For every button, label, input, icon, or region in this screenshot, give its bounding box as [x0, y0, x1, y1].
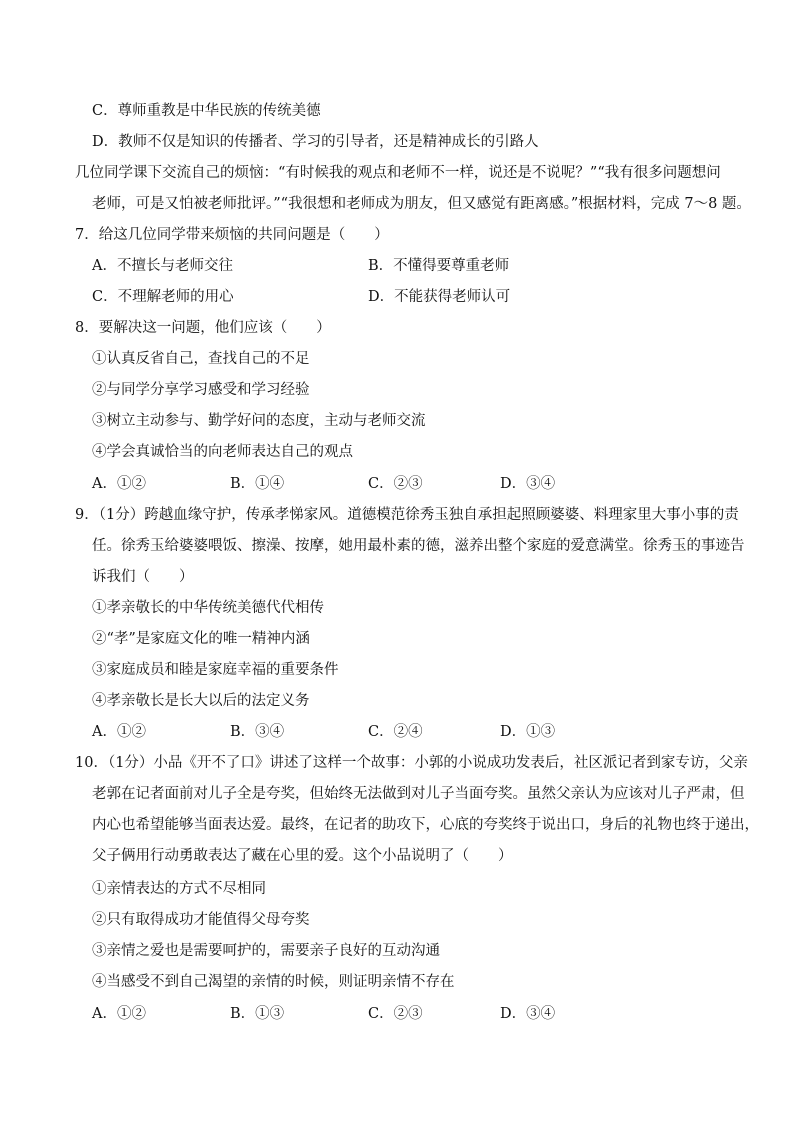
q9-option-d: D．①③	[500, 724, 556, 740]
q7-option-d: D．不能获得老师认可	[368, 289, 511, 305]
q10-item-2: ②只有取得成功才能值得父母夸奖	[92, 912, 310, 928]
q10-option-b: B．①③	[230, 1006, 285, 1022]
q9-item-3: ③家庭成员和睦是家庭幸福的重要条件	[92, 662, 339, 678]
q8-option-c: C．②③	[368, 476, 423, 492]
q10-option-c: C．②③	[368, 1006, 423, 1022]
q8-item-1: ①认真反省自己，查找自己的不足	[92, 351, 310, 367]
q10-stem-line-4: 父子俩用行动勇敢表达了藏在心里的爱。这个小品说明了（ ）	[92, 848, 513, 864]
prev-option-d: D．教师不仅是知识的传播者、学习的引导者，还是精神成长的引路人	[92, 134, 539, 150]
q9-option-a: A．①②	[92, 724, 146, 740]
q9-item-1: ①孝亲敬长的中华传统美德代代相传	[92, 600, 324, 616]
material-line-2: 老师，可是又怕被老师批评。”“我很想和老师成为朋友，但又感觉有距离感。”根据材料，完成 7～8 题。	[92, 196, 751, 212]
q9-stem-line-1: 9．（1分）跨越血缘守护，传承孝悌家风。道德模范徐秀玉独自承担起照顾婆婆、料理家里大事小事的责	[75, 507, 739, 523]
q7-option-a: A．不擅长与老师交往	[92, 258, 233, 274]
q8-option-a: A．①②	[92, 476, 146, 492]
material-line-1: 几位同学课下交流自己的烦恼：“有时候我的观点和老师不一样，说还是不说呢？”“我有很多问题想问	[75, 165, 721, 181]
q9-option-b: B．③④	[230, 724, 285, 740]
q8-item-3: ③树立主动参与、勤学好问的态度，主动与老师交流	[92, 413, 426, 429]
q7-stem: 7．给这几位同学带来烦恼的共同问题是（ ）	[75, 227, 389, 243]
q9-stem-line-3: 诉我们（ ）	[92, 569, 194, 585]
q10-item-4: ④当感受不到自己渴望的亲情的时候，则证明亲情不存在	[92, 974, 455, 990]
q7-option-b: B．不懂得要尊重老师	[368, 258, 510, 274]
q10-stem-line-1: 10．（1分）小品《开不了口》讲述了这样一个故事：小郭的小说成功发表后，社区派记者到家专访，父亲	[75, 755, 748, 771]
q8-stem: 8．要解决这一问题，他们应该（ ）	[75, 320, 331, 336]
q8-option-d: D．③④	[500, 476, 556, 492]
q10-option-d: D．③④	[500, 1006, 556, 1022]
q7-option-c: C．不理解老师的用心	[92, 289, 234, 305]
q9-item-2: ②“孝”是家庭文化的唯一精神内涵	[92, 631, 310, 647]
q10-stem-line-2: 老郭在记者面前对儿子全是夸奖，但始终无法做到对儿子当面夸奖。虽然父亲认为应该对儿子严肃，但	[92, 786, 745, 802]
q10-item-1: ①亲情表达的方式不尽相同	[92, 881, 266, 897]
q9-item-4: ④孝亲敬长是长大以后的法定义务	[92, 693, 310, 709]
q10-item-3: ③亲情之爱也是需要呵护的，需要亲子良好的互动沟通	[92, 943, 440, 959]
q10-stem-line-3: 内心也希望能够当面表达爱。最终，在记者的助攻下，心底的夸奖终于说出口，身后的礼物也终于递出，	[92, 817, 759, 833]
prev-option-c: C．尊师重教是中华民族的传统美德	[92, 103, 321, 119]
q8-item-4: ④学会真诚恰当的向老师表达自己的观点	[92, 444, 353, 460]
q8-item-2: ②与同学分享学习感受和学习经验	[92, 382, 310, 398]
q9-option-c: C．②④	[368, 724, 423, 740]
q9-stem-line-2: 任。徐秀玉给婆婆喂饭、擦澡、按摩，她用最朴素的德，滋养出整个家庭的爱意满堂。徐秀玉的事迹告	[92, 538, 745, 554]
q8-option-b: B．①④	[230, 476, 285, 492]
q10-option-a: A．①②	[92, 1006, 146, 1022]
